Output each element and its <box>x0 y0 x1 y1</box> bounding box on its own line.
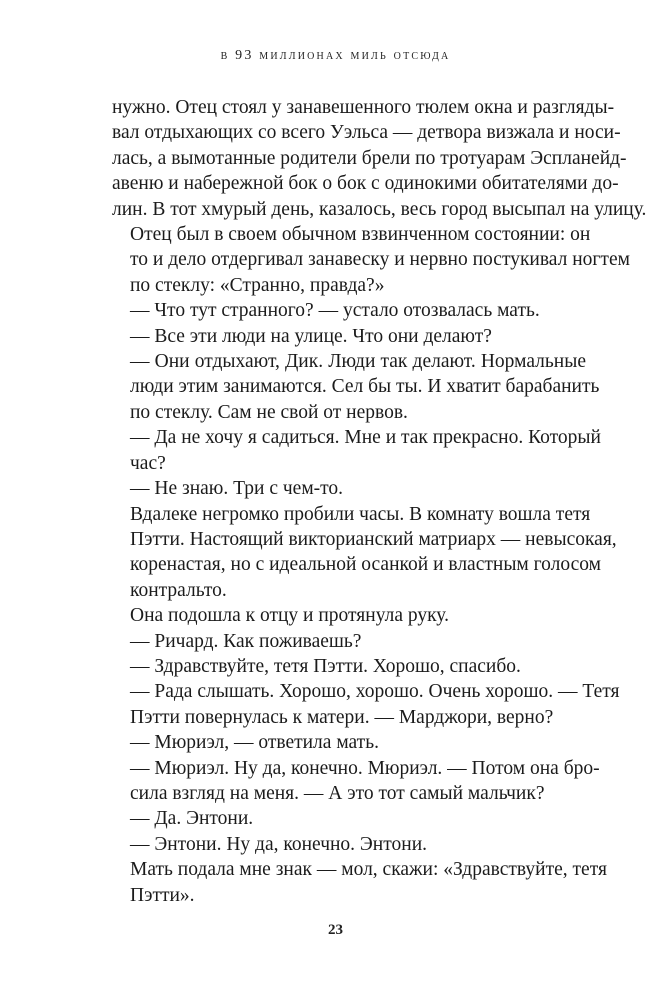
paragraph <box>112 222 630 298</box>
page-number: 23 <box>328 922 343 938</box>
text-line: лась, а вымотанные родители брели по тротуарам Эспланейд- <box>112 147 627 169</box>
text-line: — Рада слышать. Хорошо, хорошо. Очень хорошо. — Тетя <box>130 681 620 703</box>
paragraph <box>112 95 647 222</box>
body-text <box>112 95 647 908</box>
text-line: вал отдыхающих со всего Уэльса — детвора визжала и носи- <box>112 122 621 144</box>
text-line: — Энтони. Ну да, конечно. Энтони. <box>130 833 428 855</box>
text-line: по стеклу: «Странно, правда?» <box>130 274 385 296</box>
text-line: Отец был в своем обычном взвинченном состоянии: он <box>130 224 591 246</box>
text-line: — Да. Энтони. <box>130 808 254 830</box>
text-line: авеню и набережной бок о бок с одинокими обитателями до- <box>112 173 619 195</box>
text-line: — Они отдыхают, Дик. Люди так делают. Нормальные <box>130 351 586 373</box>
text-line: Пэтти». <box>130 884 195 906</box>
paragraph <box>112 476 586 501</box>
text-line: — Что тут странного? — устало отозвалась мать. <box>130 300 540 322</box>
text-line: — Ричард. Как поживаешь? <box>130 630 362 652</box>
paragraph <box>112 756 600 807</box>
paragraph <box>112 324 586 349</box>
text-line: Мать подала мне знак — мол, скажи: «Здравствуйте, тетя <box>130 859 607 881</box>
paragraph <box>112 629 586 654</box>
paragraph <box>112 832 586 857</box>
text-line: — Не знаю. Три с чем-то. <box>130 478 344 500</box>
paragraph <box>112 298 586 323</box>
running-head: в 93 миллионах миль отсюда <box>220 48 451 63</box>
paragraph <box>112 730 586 755</box>
paragraph <box>112 654 586 679</box>
text-line: Пэтти повернулась к матери. — Марджори, верно? <box>130 706 554 728</box>
text-line: лин. В тот хмурый день, казалось, весь город высыпал на улицу. <box>112 198 647 220</box>
text-line: нужно. Отец стоял у занавешенного тюлем окна и разгляды- <box>112 97 615 118</box>
text-line: — Мюриэл, — ответила мать. <box>130 732 379 754</box>
text-line: — Здравствуйте, тетя Пэтти. Хорошо, спасибо. <box>130 655 521 677</box>
paragraph <box>112 502 617 604</box>
text-line: Вдалеке негромко пробили часы. В комнату вошла тетя <box>130 503 591 525</box>
text-line: Она подошла к отцу и протянула руку. <box>130 605 449 627</box>
text-line: час? <box>130 452 166 474</box>
paragraph <box>112 857 607 908</box>
text-line: Пэтти. Настоящий викторианский матриарх — невысокая, <box>130 528 617 550</box>
paragraph <box>112 603 586 628</box>
paragraph <box>112 679 620 730</box>
text-line: то и дело отдергивал занавеску и нервно постукивал ногтем <box>130 249 630 271</box>
text-line: сила взгляд на меня. — А это тот самый мальчик? <box>130 782 545 804</box>
text-line: люди этим занимаются. Сел бы ты. И хватит барабанить <box>130 376 600 398</box>
text-line: — Все эти люди на улице. Что они делают? <box>130 325 492 347</box>
paragraph <box>112 806 586 831</box>
text-line: коренастая, но с идеальной осанкой и властным голосом <box>130 554 601 576</box>
text-line: — Мюриэл. Ну да, конечно. Мюриэл. — Потом она бро- <box>130 757 600 779</box>
paragraph <box>112 425 601 476</box>
paragraph <box>112 349 600 425</box>
text-line: по стеклу. Сам не свой от нервов. <box>130 401 408 423</box>
text-line: — Да не хочу я садиться. Мне и так прекрасно. Который <box>130 427 601 449</box>
text-line: контральто. <box>130 579 227 601</box>
